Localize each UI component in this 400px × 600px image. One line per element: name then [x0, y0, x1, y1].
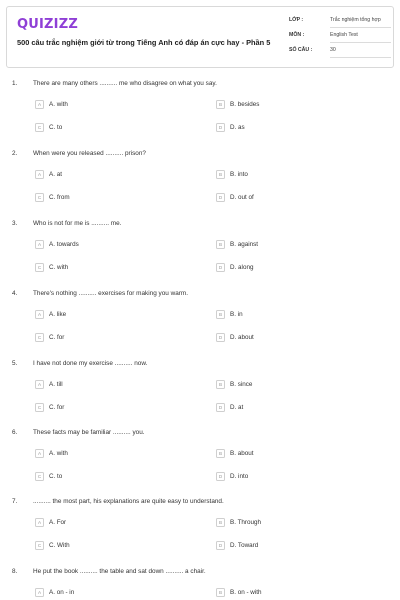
- option-text: D. about: [230, 334, 254, 341]
- meta-row-subject: [289, 31, 391, 46]
- option-letter-box: A: [35, 310, 44, 319]
- option-text: A. at: [49, 171, 62, 178]
- worksheet-header: [6, 6, 394, 68]
- option-text: A. like: [49, 311, 67, 318]
- option-text: C. for: [49, 334, 65, 341]
- option-letter-box: B: [216, 240, 225, 249]
- option-letter-box: A: [35, 170, 44, 179]
- option-text: A. on - in: [49, 589, 75, 596]
- question-number: 1.: [12, 80, 18, 87]
- option-letter-box: C: [35, 263, 44, 272]
- meta-value-class: Trắc nghiệm tổng hợp: [330, 17, 391, 28]
- option-letter-box: A: [35, 588, 44, 597]
- question-text: .......... the most part, his explanations are quite easy to understand.: [33, 498, 224, 505]
- option-text: A. with: [49, 450, 68, 457]
- option-text: D. out of: [230, 194, 254, 201]
- option-text: B. on - with: [230, 589, 262, 596]
- meta-value-subject: English Test: [330, 32, 391, 43]
- option-text: B. into: [230, 171, 248, 178]
- option-text: B. about: [230, 450, 254, 457]
- option-letter-box: B: [216, 100, 225, 109]
- option-text: C. from: [49, 194, 70, 201]
- question-number: 2.: [12, 150, 18, 157]
- option-text: B. Through: [230, 519, 262, 526]
- question-text: I have not done my exercise .......... now.: [33, 360, 148, 367]
- option-letter-box: D: [216, 541, 225, 550]
- option-text: B. since: [230, 381, 253, 388]
- question-number: 5.: [12, 360, 18, 367]
- option-text: B. against: [230, 241, 259, 248]
- option-letter-box: A: [35, 240, 44, 249]
- option-letter-box: A: [35, 449, 44, 458]
- option-letter-box: A: [35, 380, 44, 389]
- question-text: He put the book .......... the table and sat down .......... a chair.: [33, 568, 206, 575]
- option-letter-box: D: [216, 193, 225, 202]
- option-letter-box: D: [216, 472, 225, 481]
- question-text: Who is not for me is .......... me.: [33, 220, 122, 227]
- option-text: D. into: [230, 473, 249, 480]
- option-letter-box: C: [35, 472, 44, 481]
- option-text: A. For: [49, 519, 67, 526]
- option-text: D. at: [230, 404, 244, 411]
- option-text: D. Toward: [230, 542, 259, 549]
- option-letter-box: D: [216, 263, 225, 272]
- meta-label-count: SỐ CÂU :: [289, 47, 313, 53]
- option-letter-box: B: [216, 588, 225, 597]
- option-letter-box: B: [216, 518, 225, 527]
- option-letter-box: B: [216, 380, 225, 389]
- question-text: There are many others .......... me who disagree on what you say.: [33, 80, 217, 87]
- question-number: 7.: [12, 498, 18, 505]
- option-text: B. besides: [230, 101, 260, 108]
- meta-row-count: [289, 46, 391, 61]
- option-text: C. to: [49, 473, 63, 480]
- option-letter-box: C: [35, 541, 44, 550]
- option-letter-box: C: [35, 333, 44, 342]
- option-text: A. till: [49, 381, 63, 388]
- option-letter-box: C: [35, 403, 44, 412]
- meta-label-subject: MÔN :: [289, 32, 305, 38]
- option-text: D. along: [230, 264, 254, 271]
- option-letter-box: D: [216, 123, 225, 132]
- meta-label-class: LỚP :: [289, 17, 304, 23]
- option-letter-box: C: [35, 193, 44, 202]
- option-letter-box: D: [216, 403, 225, 412]
- option-text: B. in: [230, 311, 243, 318]
- quizizz-logo: QUIZIZZ: [17, 17, 78, 32]
- question-text: There's nothing .......... exercises for making you warm.: [33, 290, 189, 297]
- option-text: C. with: [49, 264, 69, 271]
- option-text: D. as: [230, 124, 245, 131]
- option-text: A. with: [49, 101, 68, 108]
- question-text: When were you released .......... prison?: [33, 150, 146, 157]
- option-letter-box: C: [35, 123, 44, 132]
- option-letter-box: B: [216, 170, 225, 179]
- option-letter-box: B: [216, 310, 225, 319]
- meta-row-class: [289, 16, 391, 31]
- question-number: 8.: [12, 568, 18, 575]
- question-number: 6.: [12, 429, 18, 436]
- option-text: C. for: [49, 404, 65, 411]
- question-text: These facts may be familiar .......... you.: [33, 429, 145, 436]
- meta-value-count: 30: [330, 47, 391, 58]
- option-text: C. With: [49, 542, 70, 549]
- worksheet-title: 500 câu trắc nghiệm giới từ trong Tiếng Anh có đáp án cực hay - Phần 5: [17, 38, 271, 47]
- option-letter-box: B: [216, 449, 225, 458]
- worksheet-meta: [289, 16, 391, 61]
- option-text: C. to: [49, 124, 63, 131]
- option-text: A. towards: [49, 241, 79, 248]
- option-letter-box: A: [35, 518, 44, 527]
- question-number: 3.: [12, 220, 18, 227]
- question-number: 4.: [12, 290, 18, 297]
- option-letter-box: D: [216, 333, 225, 342]
- option-letter-box: A: [35, 100, 44, 109]
